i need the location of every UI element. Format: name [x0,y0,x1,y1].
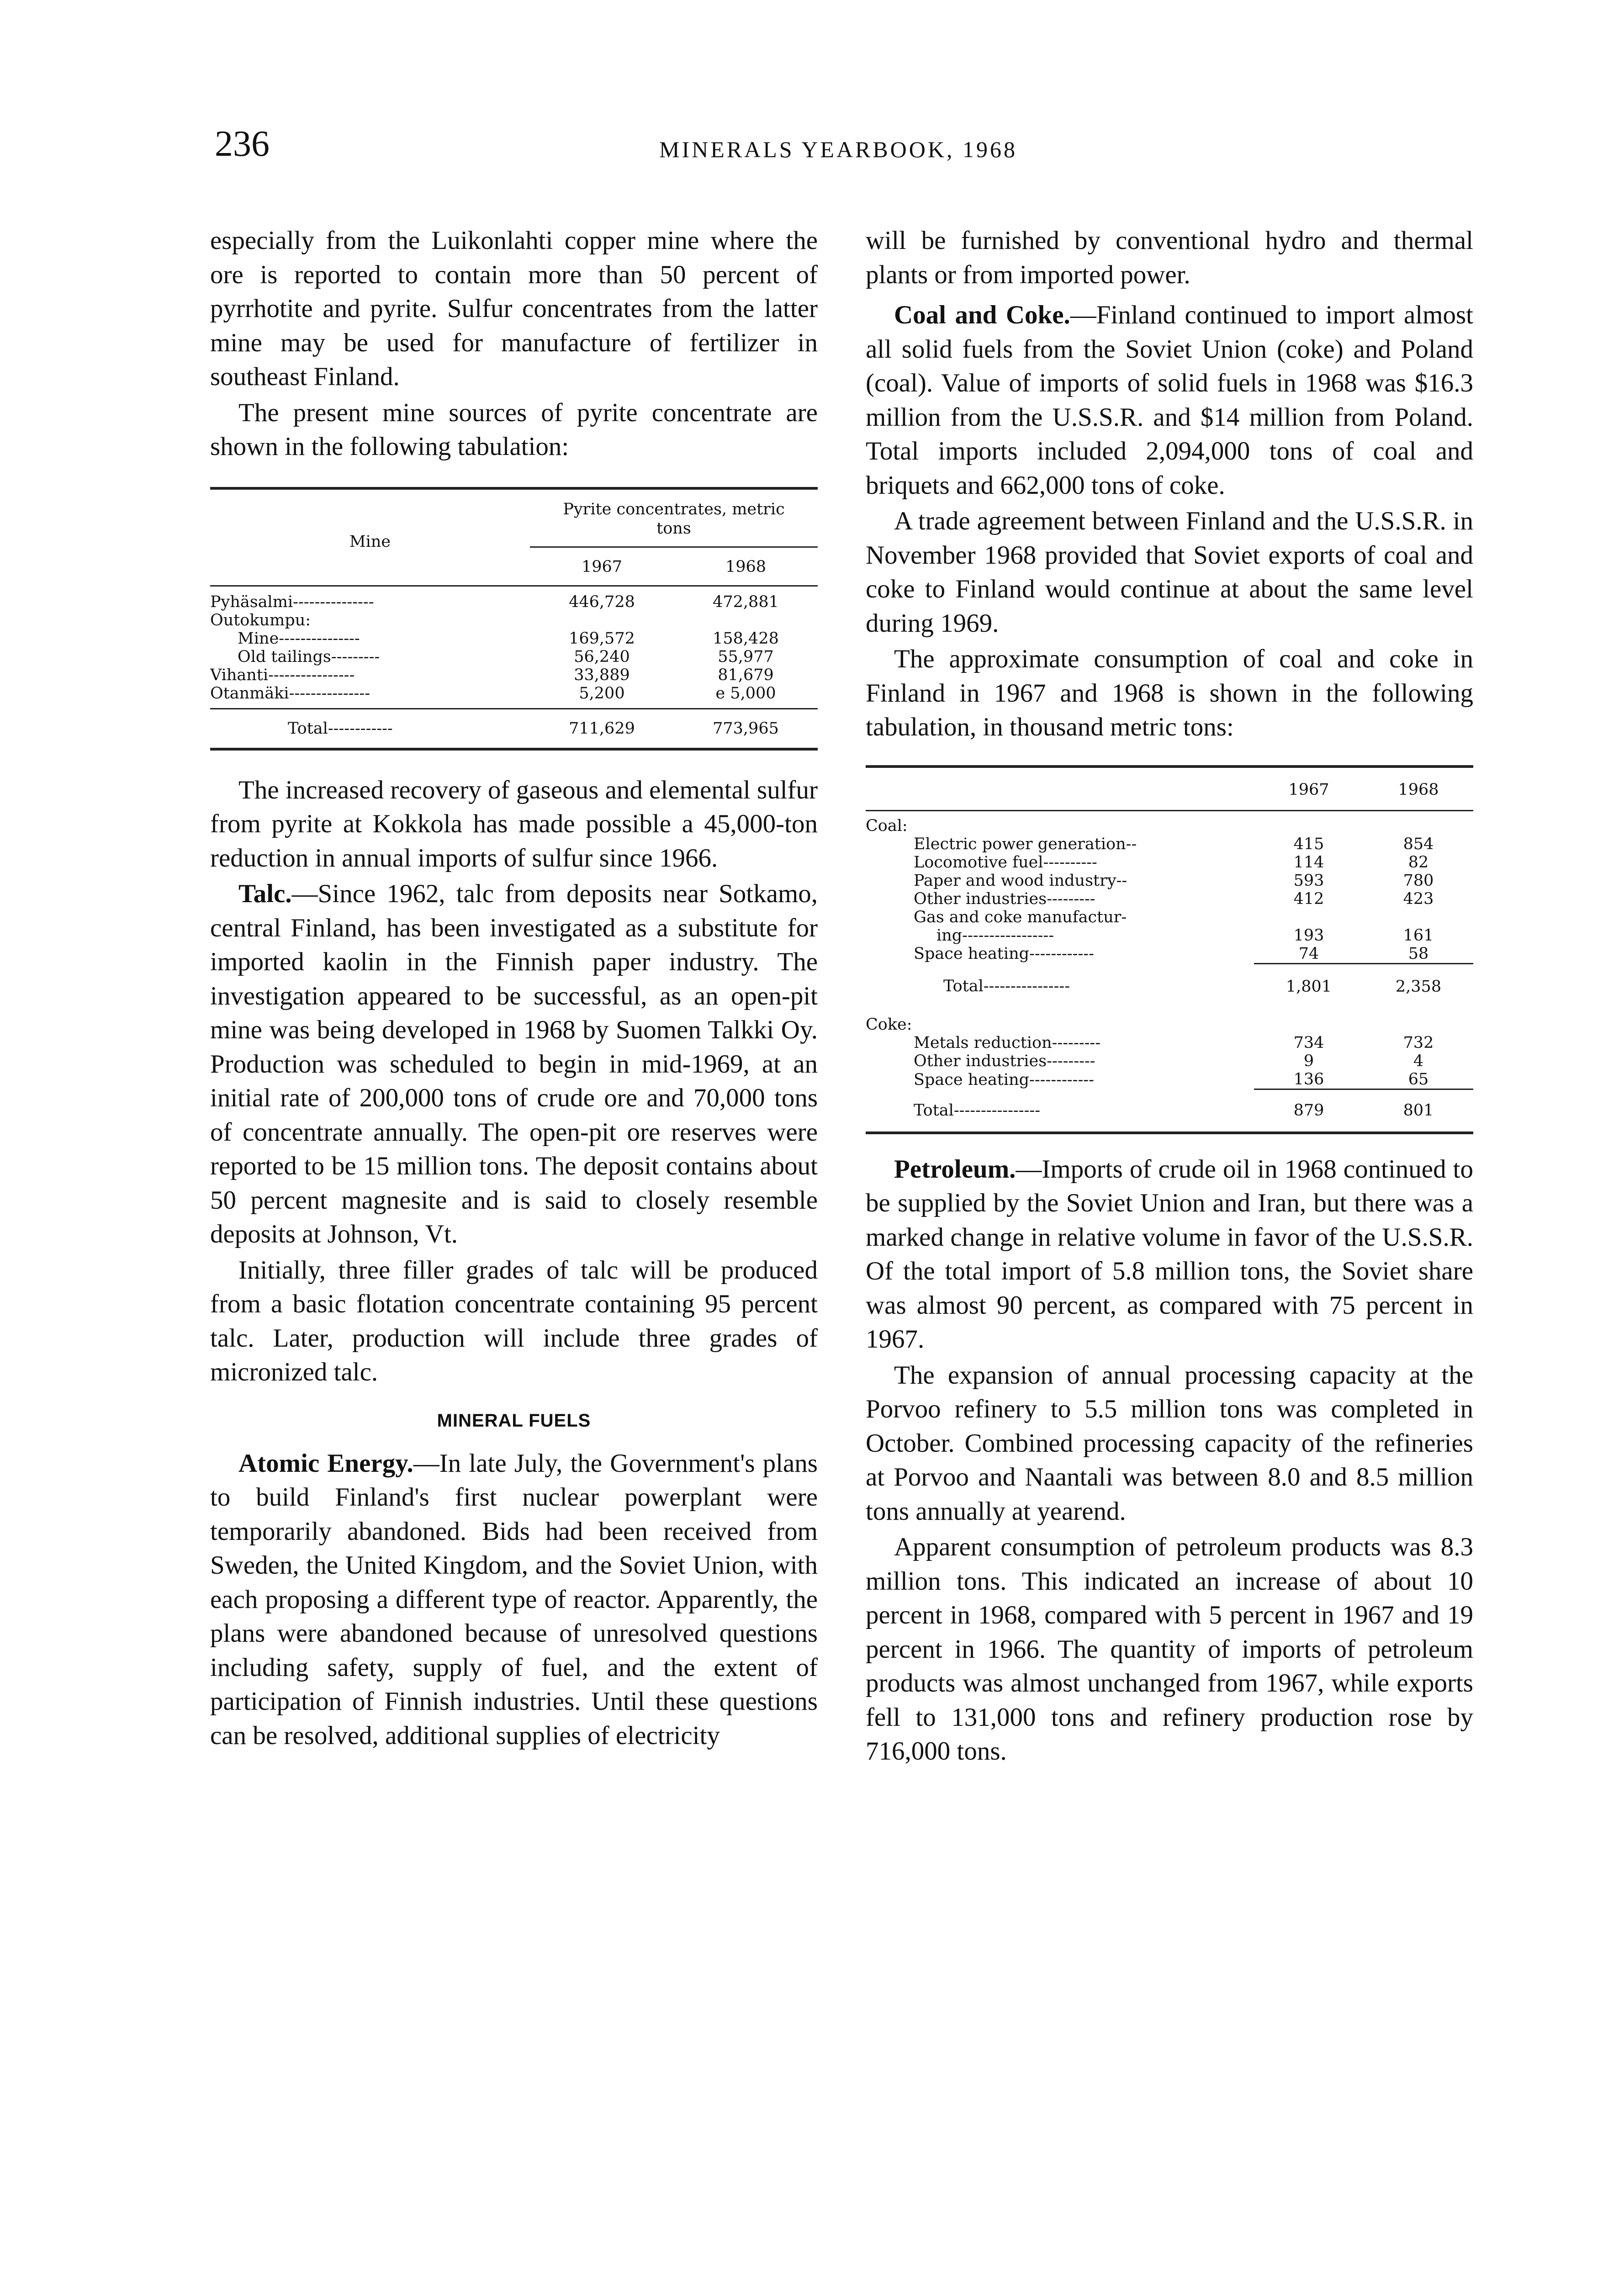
paragraph-text: —In late July, the Government's plans to build Finland's first nuclear powerplant were temporarily abandoned. Bids had been received from Sweden, the United Kingdom, and the Soviet Union, with each proposing a different type of reactor. Apparently, the plans were abandoned because of unresolved questions including safety, supply of fuel, and the extent of participation of Finnish industries. Until these questions can be resolved, additional supplies of electricity [210,1449,818,1750]
table-row [210,593,818,611]
paragraph: The present mine sources of pyrite concentrate are shown in the following tabulation: [210,398,818,461]
column-header-mine: Mine [349,533,391,551]
leader-dots: ---------------- [268,666,355,684]
row-label: Other industries [914,1052,1047,1070]
cell-1967: 415 [1293,835,1324,853]
paragraph: A trade agreement between Finland and the U.S.S.R. in November 1968 provided that Soviet exports of coal and coke to Finland would continue at about the same level during 1969. [866,507,1473,638]
leader-dots: ---------- [1043,853,1097,872]
paragraph [866,298,1473,502]
paragraph-text: —Imports of crude oil in 1968 continued to be supplied by the Soviet Union and Iran, but there was a marked change in relative volume in favor of the U.S.S.R. Of the total import of 5.8 million tons, the Soviet share was almost 90 percent, as compared with 75 percent in 1967. [866,1154,1473,1353]
cell-1967: 33,889 [574,666,630,684]
total-1968: 2,358 [1364,963,1473,1009]
column-header-group: Pyrite concentrates, metric tons [530,488,818,547]
paragraph: The expansion of annual processing capacity at the Porvoo refinery to 5.5 million tons was completed in October. Combined processing capacity of the refineries at Porvoo and Naantali was between 8.0 and 8.5 million tons annually at yearend. [866,1360,1473,1526]
total-1968: 773,965 [713,719,779,738]
total-1968: 801 [1364,1089,1473,1133]
table-row [210,666,818,684]
table-row [210,648,818,666]
group-label: Coke: [866,1015,912,1034]
row-label: Old tailings [238,647,331,666]
table-row [866,908,1473,926]
cell-1968: 472,881 [713,592,779,611]
table-row [866,872,1473,890]
total-row [866,963,1473,1009]
cell-1967: 136 [1293,1070,1324,1089]
row-label: Electric power generation [914,835,1126,853]
page-header [215,123,1462,174]
table-row [866,853,1473,872]
table-row [866,926,1473,945]
row-label: Vihanti [210,666,269,684]
coal-coke-table [866,765,1473,1134]
page-number: 236 [215,124,270,164]
total-row [866,1089,1473,1133]
group-label: Coal: [866,816,908,835]
table-row [210,611,818,629]
leader-dots: --------- [1047,1052,1095,1070]
table-row [866,1052,1473,1070]
cell-1968: 65 [1408,1070,1429,1089]
paragraph: The approximate consumption of coal and coke in Finland in 1967 and 1968 is shown in the following tabulation, in thousand metric tons: [866,645,1473,741]
row-label: Mine [238,629,279,648]
running-title: MINERALS YEARBOOK, 1968 [659,137,1017,162]
row-label: Space heating [914,1070,1030,1089]
cell-1967: 446,728 [569,592,635,611]
leader-dots: -- [1116,871,1127,890]
total-1967: 1,801 [1254,963,1364,1009]
table-row [866,1070,1473,1089]
cell-1967: 114 [1293,853,1324,872]
cell-1968: 4 [1413,1052,1424,1070]
cell-1967: 169,572 [569,629,635,648]
column-header-1968: 1968 [1398,780,1439,799]
leader-dots: ---------------- [953,1101,1041,1120]
section-heading: MINERAL FUELS [437,1410,591,1431]
cell-1967: 734 [1293,1034,1324,1052]
run-in-heading: Atomic Energy. [238,1449,413,1478]
cell-1968: 55,977 [718,647,774,666]
group-row [866,817,1473,835]
cell-1968: 158,428 [713,629,779,648]
table-row [866,835,1473,853]
cell-1967: 412 [1293,889,1324,908]
right-column [866,224,1473,1771]
leader-dots: --------- [1052,1034,1101,1052]
cell-1967: 593 [1293,871,1324,890]
run-in-heading: Coal and Coke. [894,301,1070,329]
cell-1968: 58 [1408,944,1429,963]
paragraph: especially from the Luikonlahti copper mine where the ore is reported to contain more than 50 percent of pyrrhotite and pyrite. Sulfur concentrates from the latter mine may be used for manufacture of fertilizer in southeast Finland. [210,226,818,391]
row-label: Otanmäki [210,684,289,703]
paragraph-text: —Finland continued to import almost all solid fuels from the Soviet Union (coke) and Poland (coal). Value of imports of solid fuels in 1968 was $16.3 million from the U.S.S.R. and $14 million from Poland. Total imports included 2,094,000 tons of coal and briquets and 662,000 tons of coke. [866,301,1473,500]
leader-dots: ------------ [1029,1070,1094,1089]
cell-1968: 81,679 [718,666,774,684]
cell-1967: 9 [1303,1052,1314,1070]
cell-1968: 854 [1403,835,1434,853]
column-header-1967: 1967 [1288,780,1329,799]
leader-dots: --------------- [293,592,374,611]
row-label: Gas and coke manufactur- [914,908,1127,926]
paragraph: Initially, three filler grades of talc will be produced from a basic flotation concentrate containing 95 percent talc. Later, production will include three grades of micronized talc. [210,1255,818,1386]
cell-1967: 56,240 [574,647,630,666]
paragraph: The increased recovery of gaseous and elemental sulfur from pyrite at Kokkola has made possible a 45,000-ton reduction in annual imports of sulfur since 1966. [210,775,818,872]
cell-1968: 82 [1408,853,1429,872]
total-row [210,708,818,749]
paragraph: will be furnished by conventional hydro and thermal plants or from imported power. [866,226,1473,289]
leader-dots: --------------- [279,629,360,648]
row-label: Locomotive fuel [914,853,1043,872]
leader-dots: --------- [331,647,380,666]
run-in-heading: Petroleum. [894,1154,1016,1184]
left-column [210,224,818,1755]
row-label: Space heating [914,945,1030,963]
cell-1967: 74 [1298,944,1319,963]
table-row [866,1034,1473,1052]
table-row [210,629,818,648]
group-row [866,1009,1473,1034]
leader-dots: --------------- [289,684,370,703]
run-in-heading: Talc. [238,879,292,908]
total-1967: 711,629 [569,719,635,738]
cell-1968: 423 [1403,889,1434,908]
leader-dots: ---------------- [983,977,1070,995]
row-label: Outokumpu: [210,611,311,629]
row-label: Total [943,977,984,995]
row-label: Paper and wood industry [914,871,1116,890]
cell-1968: 161 [1403,926,1434,945]
table-row [210,684,818,703]
paragraph [210,877,818,1252]
pyrite-table [210,487,818,751]
cell-1967: 5,200 [579,684,625,703]
leader-dots: ------------ [1029,945,1094,963]
cell-1968: e 5,000 [715,684,776,703]
row-label: Total [288,719,328,738]
column-header-1967: 1967 [581,557,623,576]
column-header-1968: 1968 [725,557,767,576]
cell-1968: 732 [1403,1034,1434,1052]
paragraph-text: —Since 1962, talc from deposits near Sotkamo, central Finland, has been investigated as a substitute for imported kaolin in the Finnish paper industry. The investigation appeared to be successful, as an open-pit mine was being developed in 1968 by Suomen Talkki Oy. Production was scheduled to begin in mid-1969, at an initial rate of 200,000 tons of crude ore and 70,000 tons of concentrate annually. The open-pit ore reserves were reported to be 15 million tons. The deposit contains about 50 percent magnesite and is said to closely resemble deposits at Johnson, Vt. [210,879,818,1248]
table-row [866,890,1473,908]
leader-dots: ------------ [328,719,393,738]
leader-dots: --------- [1047,889,1095,908]
paragraph: Apparent consumption of petroleum products was 8.3 million tons. This indicated an increase of about 10 percent in 1968, compared with 5 percent in 1967 and 19 percent in 1966. The quantity of imports of petroleum products was almost unchanged from 1967, while exports fell to 131,000 tons and refinery production rose by 716,000 tons. [866,1533,1473,1766]
row-label: Pyhäsalmi [210,592,293,611]
row-label: Other industries [914,889,1047,908]
total-1967: 879 [1254,1089,1364,1133]
cell-1968: 780 [1403,871,1434,890]
leader-dots: ----------------- [962,926,1054,945]
cell-1967: 193 [1293,926,1324,945]
table-row [866,945,1473,964]
row-label: ing [936,926,963,945]
row-label: Total [914,1101,954,1120]
paragraph [210,1447,818,1753]
leader-dots: -- [1126,835,1137,853]
paragraph [866,1153,1473,1357]
row-label: Metals reduction [914,1034,1052,1052]
